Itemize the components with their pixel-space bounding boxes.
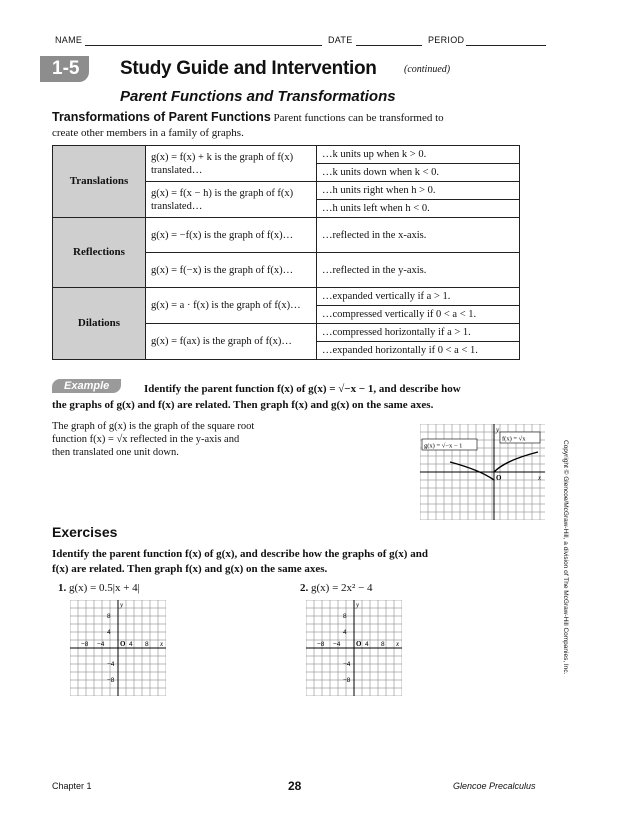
category-cell: Dilations (53, 288, 146, 360)
table-row (53, 146, 520, 164)
date-label: DATE (328, 35, 353, 45)
origin: O (120, 640, 126, 648)
tick-x: −8 (317, 641, 325, 648)
period-label: PERIOD (428, 35, 465, 45)
rule-cell: g(x) = f(x − h) is the graph of f(x) translated… (146, 182, 317, 218)
subtitle: Parent Functions and Transformations (120, 88, 396, 105)
rule-cell: g(x) = f(x) + k is the graph of f(x) translated… (146, 146, 317, 182)
label-g: g(x) = √−x − 1 (424, 442, 463, 450)
tick-y: 8 (107, 613, 111, 620)
effect-cell: …expanded vertically if a > 1. (317, 288, 520, 306)
exercise-2 (300, 582, 373, 594)
transformations-table (52, 145, 520, 360)
tick-y: −8 (107, 677, 115, 684)
axis-x: x (160, 640, 164, 648)
page-title: Study Guide and Intervention (120, 58, 377, 79)
section-intro (52, 110, 552, 141)
effect-cell: …reflected in the y-axis. (317, 253, 520, 288)
exercises-instructions (52, 547, 428, 577)
tick-x: −4 (333, 641, 341, 648)
name-label: NAME (55, 35, 83, 45)
origin: O (356, 640, 362, 648)
section-heading: Transformations of Parent Functions (52, 110, 271, 124)
example-body-2: function f(x) = √x reflected in the y-axis and (52, 434, 240, 445)
lesson-number: 1-5 (40, 56, 89, 82)
effect-cell: …reflected in the x-axis. (317, 218, 520, 253)
axis-y: y (356, 601, 360, 609)
exercise-1-graph[interactable] (70, 600, 166, 696)
axis-y: y (496, 426, 500, 434)
effect-cell: …expanded horizontally if 0 < a < 1. (317, 342, 520, 360)
rule-cell: g(x) = f(−x) is the graph of f(x)… (146, 253, 317, 288)
tick-y: 4 (107, 629, 111, 636)
exercises-heading: Exercises (52, 524, 118, 540)
effect-cell: …k units down when k < 0. (317, 164, 520, 182)
exercise-1-expr: g(x) = 0.5|x + 4| (69, 582, 140, 594)
tick-x: −4 (97, 641, 105, 648)
tick-y: −4 (343, 661, 351, 668)
effect-cell: …compressed vertically if 0 < a < 1. (317, 306, 520, 324)
example-body (52, 420, 254, 459)
continued-label: (continued) (404, 64, 451, 75)
example-prompt-2: the graphs of g(x) and f(x) are related. Then graph f(x) and g(x) on the same axes. (52, 399, 434, 411)
tick-x: 8 (145, 641, 149, 648)
rule-cell: g(x) = −f(x) is the graph of f(x)… (146, 218, 317, 253)
category-cell: Reflections (53, 218, 146, 288)
copyright: Copyright © Glencoe/McGraw-Hill, a division of The McGraw-Hill Companies, Inc. (562, 440, 569, 675)
section-intro-b: create other members in a family of graphs. (52, 127, 244, 139)
axis-y: y (120, 601, 124, 609)
example-body-3: then translated one unit down. (52, 447, 179, 458)
effect-cell: …compressed horizontally if a > 1. (317, 324, 520, 342)
rule-cell: g(x) = f(ax) is the graph of f(x)… (146, 324, 317, 360)
tick-x: 4 (129, 641, 133, 648)
category-cell: Translations (53, 146, 146, 218)
tick-y: −8 (343, 677, 351, 684)
effect-cell: …h units left when h < 0. (317, 200, 520, 218)
table-row (53, 218, 520, 253)
exercise-2-number: 2. (300, 582, 309, 594)
footer-chapter: Chapter 1 (52, 781, 92, 791)
example-badge: Example (52, 379, 121, 393)
tick-x: −8 (81, 641, 89, 648)
tick-y: 8 (343, 613, 347, 620)
table-row (53, 288, 520, 306)
exercises-instructions-2: f(x) are related. Then graph f(x) and g(x) on the same axes. (52, 563, 328, 575)
footer-page: 28 (288, 779, 302, 793)
tick-y: −4 (107, 661, 115, 668)
example-body-1: The graph of g(x) is the graph of the square root (52, 421, 255, 432)
axis-x: x (396, 640, 400, 648)
exercise-2-graph[interactable] (306, 600, 402, 696)
g-curve (450, 462, 494, 480)
exercise-2-expr: g(x) = 2x² − 4 (311, 582, 373, 594)
example-graph (420, 424, 545, 520)
section-intro-a: Parent functions can be transformed to (273, 112, 444, 124)
effect-cell: …h units right when h > 0. (317, 182, 520, 200)
exercise-1 (58, 582, 140, 594)
label-f: f(x) = √x (502, 435, 526, 443)
footer-book: Glencoe Precalculus (453, 781, 536, 791)
example-prompt-1: Identify the parent function f(x) of g(x) = √−x − 1, and describe how (144, 383, 461, 395)
period-blank[interactable] (466, 45, 546, 46)
name-blank[interactable] (85, 45, 322, 46)
tick-x: 4 (365, 641, 369, 648)
effect-cell: …k units up when k > 0. (317, 146, 520, 164)
tick-y: 4 (343, 629, 347, 636)
exercise-1-number: 1. (58, 582, 67, 594)
tick-x: 8 (381, 641, 385, 648)
origin: O (496, 474, 502, 482)
exercises-instructions-1: Identify the parent function f(x) of g(x), and describe how the graphs of g(x) and (52, 548, 428, 560)
date-blank[interactable] (356, 45, 422, 46)
rule-cell: g(x) = a · f(x) is the graph of f(x)… (146, 288, 317, 324)
axis-x: x (538, 474, 542, 482)
